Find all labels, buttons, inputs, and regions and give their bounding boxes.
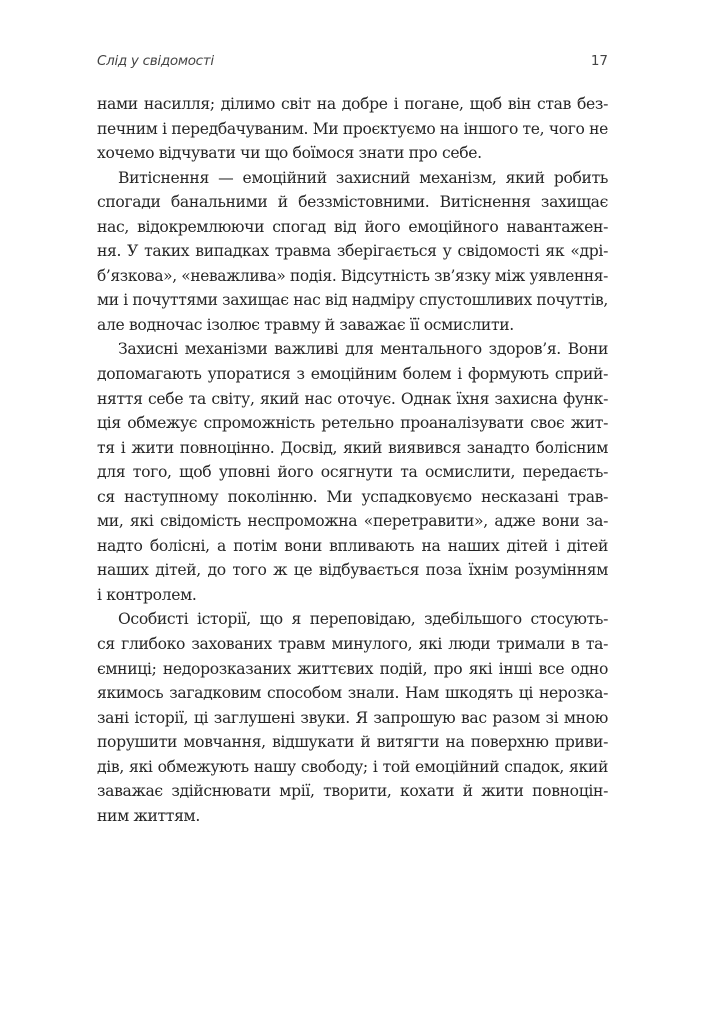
- body-text: [97, 92, 608, 828]
- text-line: ним життям.: [97, 806, 200, 825]
- text-line: ня. У таких випадках травма зберігається у свідомості як «дрі-: [97, 242, 608, 261]
- text-line: печним і передбачуваним. Ми проєктуємо на іншого те, чого не: [97, 119, 608, 138]
- text-line: для того, щоб уповні його осягнути та осмислити, передаєть-: [97, 463, 608, 482]
- page-number: 17: [590, 53, 608, 69]
- text-line: Особисті історії, що я переповідаю, здебільшого стосують-: [118, 610, 608, 629]
- paragraph: [97, 607, 608, 828]
- text-line: нами насилля; ділимо світ на добре і погане, щоб він став без-: [97, 95, 608, 113]
- paragraph: [97, 337, 608, 607]
- text-line: нас, відокремлюючи спогад від його емоційного навантажен-: [97, 217, 608, 236]
- text-line: але водночас ізолює травму й заважає її осмислити.: [97, 315, 514, 334]
- text-line: дів, які обмежують нашу свободу; і той емоційний спадок, який: [97, 757, 608, 776]
- text-line: ся глибоко захованих травм минулого, які люди тримали в та-: [97, 635, 608, 654]
- text-line: ція обмежує спроможність ретельно проаналізувати своє жит-: [97, 414, 608, 433]
- text-line: допомагають упоратися з емоційним болем і формують сприй-: [97, 365, 608, 384]
- text-line: і контролем.: [97, 585, 197, 604]
- running-title: Слід у свідомості: [97, 53, 214, 69]
- text-line: б’язкова», «неважлива» подія. Відсутність зв’язку між уявлення-: [97, 266, 608, 285]
- text-line: якимось загадковим способом знали. Нам шкодять ці нерозка-: [97, 684, 608, 703]
- paragraph: [97, 92, 608, 166]
- text-line: ємниці; недорозказаних життєвих подій, про які інші все одно: [97, 659, 608, 678]
- text-line: хочемо відчувати чи що боїмося знати про себе.: [97, 144, 482, 163]
- text-line: зані історії, ці заглушені звуки. Я запрошую вас разом зі мною: [97, 708, 608, 727]
- text-line: ми, які свідомість неспроможна «перетравити», адже вони за-: [97, 512, 608, 531]
- running-head: [97, 53, 608, 73]
- text-line: заважає здійснювати мрії, творити, кохати й жити повноцін-: [97, 782, 608, 801]
- text-line: наших дітей, до того ж це відбувається поза їхнім розумінням: [97, 561, 608, 580]
- text-line: спогади банальними й беззмістовними. Витіснення захищає: [97, 193, 608, 212]
- paragraph: [97, 166, 608, 338]
- text-line: порушити мовчання, відшукати й витягти на поверхню приви-: [97, 733, 608, 752]
- text-line: Витіснення — емоційний захисний механізм, який робить: [118, 168, 608, 187]
- text-line: надто болісні, а потім вони впливають на наших дітей і дітей: [97, 536, 608, 555]
- text-line: тя і жити повноцінно. Досвід, який виявився занадто болісним: [97, 438, 608, 457]
- text-line: Захисні механізми важливі для ментального здоров’я. Вони: [118, 340, 608, 359]
- text-line: ми і почуттями захищає нас від надміру спустошливих почуттів,: [97, 291, 608, 310]
- text-line: ся наступному поколінню. Ми успадковуємо несказані трав-: [97, 487, 608, 506]
- text-line: няття себе та світу, який нас оточує. Однак їхня захисна функ-: [97, 389, 608, 408]
